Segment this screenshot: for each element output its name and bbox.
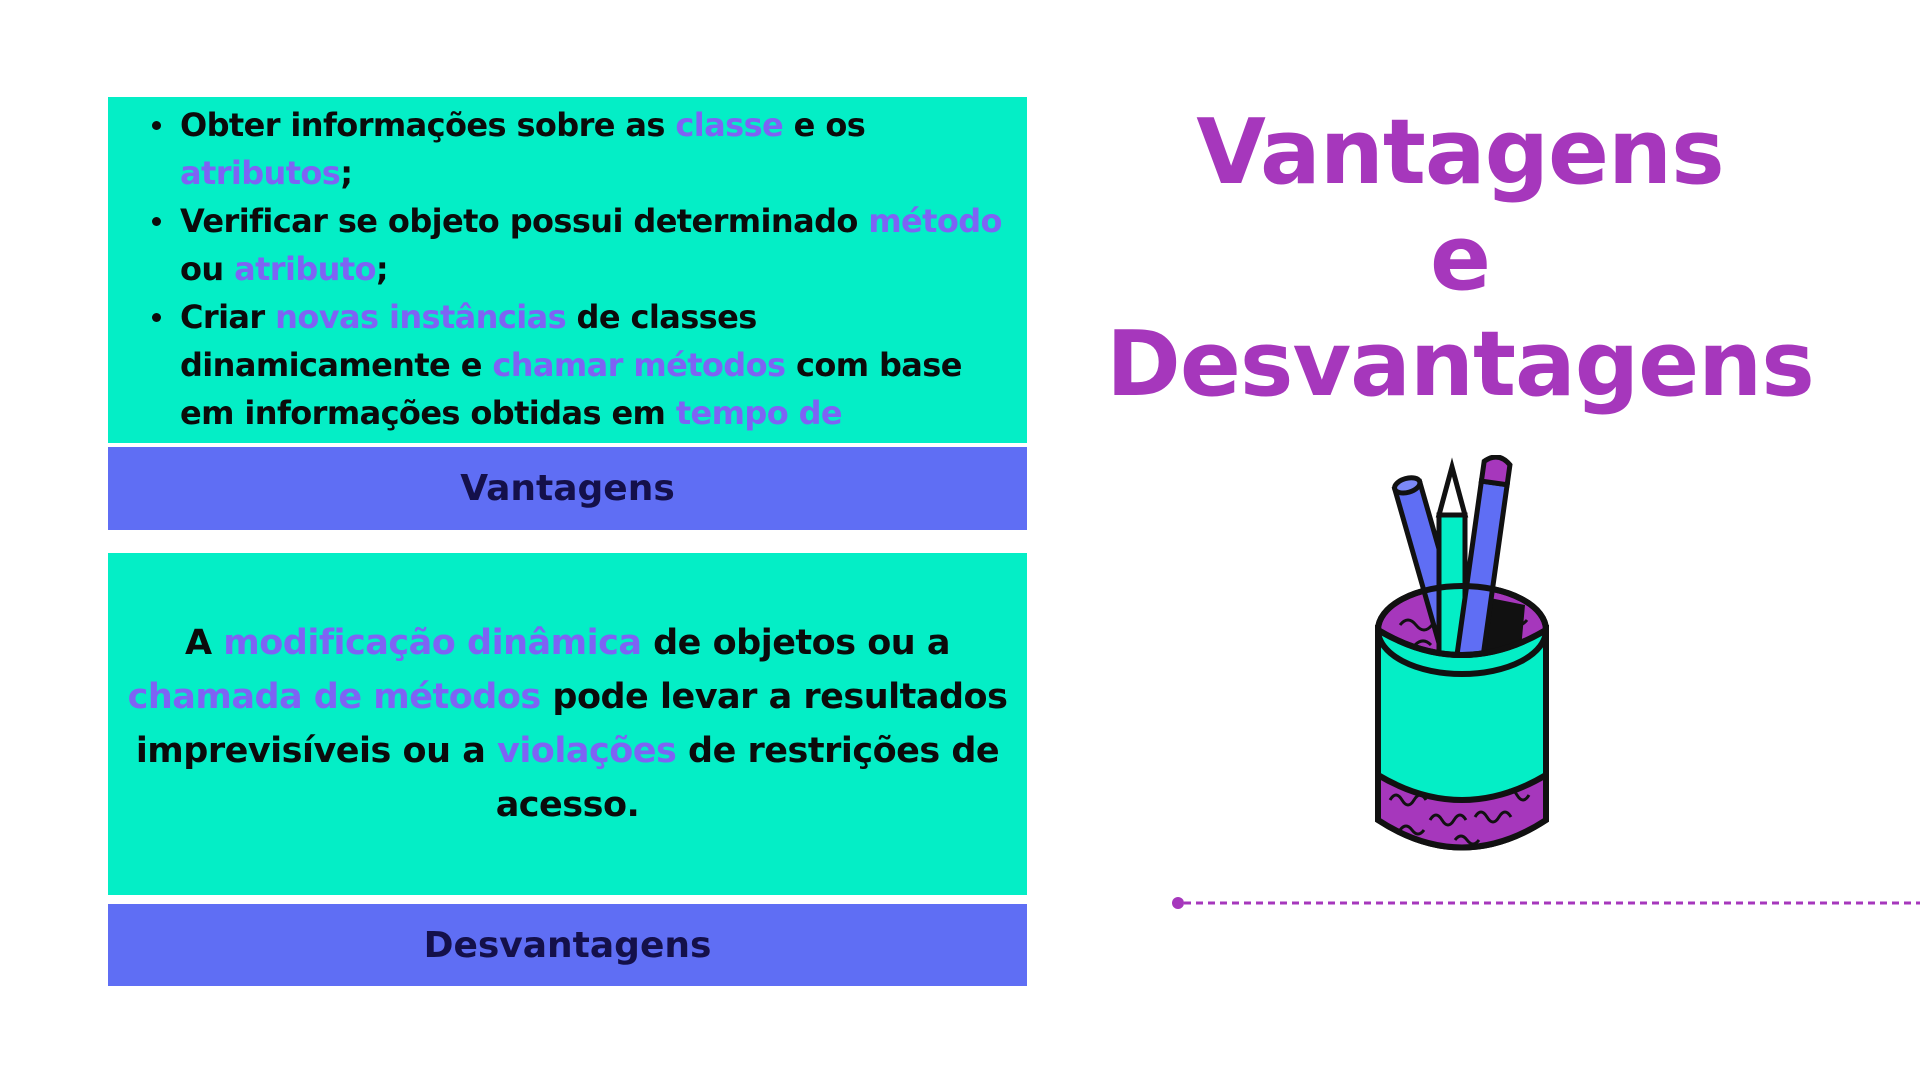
highlight-text: método xyxy=(868,202,1002,240)
disadvantages-label-bar xyxy=(108,904,1027,986)
highlight-text: chamada de métodos xyxy=(127,677,541,717)
body-text: de restrições de acesso. xyxy=(495,731,1000,825)
pencil-cup-icon xyxy=(1355,455,1555,879)
highlight-text: classe xyxy=(675,106,784,144)
advantages-label-bar xyxy=(108,447,1027,530)
page-title xyxy=(1080,100,1840,418)
body-text: pode levar a resultados imprevisíveis ou a xyxy=(135,677,1008,771)
bullet-dot-icon xyxy=(152,313,161,322)
title-line-1: Vantagens xyxy=(1196,100,1724,205)
dashed-divider xyxy=(1170,897,1920,909)
body-text: e os xyxy=(783,106,866,144)
body-text: ; xyxy=(340,154,353,192)
highlight-text: violações xyxy=(497,731,677,771)
advantages-item xyxy=(130,101,1019,197)
disadvantages-text xyxy=(128,616,1008,832)
body-text: Obter informações sobre as xyxy=(180,106,676,144)
advantages-list xyxy=(130,101,1019,485)
advantages-item-text xyxy=(180,106,865,192)
body-text: com base em informações obtidas em xyxy=(180,346,962,432)
body-text: Criar xyxy=(180,298,276,336)
disadvantages-label: Desvantagens xyxy=(423,924,712,966)
bullet-dot-icon xyxy=(152,217,161,226)
divider-dot-icon xyxy=(1172,897,1184,909)
advantages-item xyxy=(130,197,1019,293)
title-line-2: e xyxy=(1429,206,1491,311)
body-text: ou xyxy=(180,250,235,288)
advantages-panel xyxy=(108,97,1027,443)
body-text: A xyxy=(184,623,224,663)
highlight-text: tempo de xyxy=(675,394,843,432)
advantages-item-text xyxy=(180,202,1002,288)
disadvantages-panel xyxy=(108,553,1027,895)
highlight-text: modificação dinâmica xyxy=(223,623,642,663)
body-text: de classes dinamicamente e xyxy=(180,298,757,384)
bullet-dot-icon xyxy=(152,121,161,130)
body-text: ; xyxy=(375,250,389,288)
highlight-text: novas instâncias xyxy=(275,298,567,336)
body-text: de objetos ou a xyxy=(641,623,950,663)
body-text: Verificar se objeto possui determinado xyxy=(180,202,869,240)
title-line-3: Desvantagens xyxy=(1106,312,1814,417)
highlight-text: atributos xyxy=(180,154,341,192)
advantages-label: Vantagens xyxy=(460,468,675,509)
highlight-text: chamar métodos xyxy=(492,346,786,384)
pencil-cup-svg xyxy=(1355,455,1555,875)
highlight-text: atributo xyxy=(234,250,376,288)
